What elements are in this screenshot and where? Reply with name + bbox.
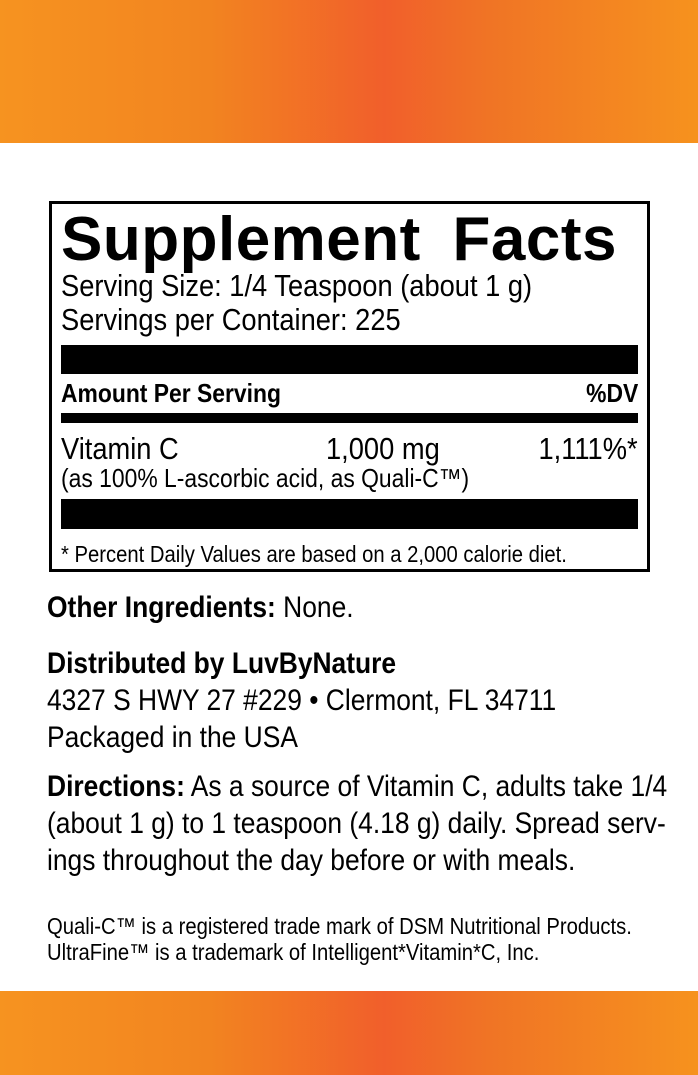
serving-size-line [61, 269, 638, 303]
nutrient-row-vitamin-c [61, 433, 638, 465]
distributor-address-text: 4327 S HWY 27 #229 • Clermont, FL 34711 [47, 684, 557, 717]
amount-per-serving-label: Amount Per Serving [61, 378, 281, 408]
directions-block [47, 768, 698, 879]
other-ingredients-line [47, 592, 395, 624]
daily-value-footnote-text: * Percent Daily Values are based on a 2,000 calorie diet. [61, 541, 567, 567]
servings-per-container-line [61, 303, 638, 337]
directions-line-1-text [47, 768, 667, 805]
directions-line-3 [47, 842, 698, 879]
thick-divider-top [61, 345, 638, 374]
directions-label: Directions: [47, 770, 185, 803]
other-ingredients-text [47, 592, 354, 624]
trademark-line-1 [47, 913, 698, 939]
nutrient-name: Vitamin C [61, 431, 179, 466]
directions-line-1 [47, 768, 698, 805]
nutrient-source-text: (as 100% L-ascorbic acid, as Quali-C™) [61, 463, 470, 493]
amount-per-serving-row [61, 374, 638, 413]
facts-title: Supplement Facts [61, 205, 617, 274]
serving-size-text: Serving Size: 1/4 Teaspoon (about 1 g) [61, 268, 533, 303]
trademark-line-1-text: Quali-C™ is a registered trade mark of DSM Nutritional Products. [47, 913, 632, 939]
thick-divider-bottom [61, 499, 638, 529]
bottom-orange-band [0, 991, 698, 1075]
other-ingredients-label: Other Ingredients: [47, 591, 276, 624]
distributor-address-line [47, 682, 626, 719]
servings-per-container-text: Servings per Container: 225 [61, 302, 401, 337]
directions-line-3-text: ings throughout the day before or with meals. [47, 844, 576, 877]
directions-line-1-rest: As a source of Vitamin C, adults take 1/4 [190, 770, 668, 803]
nutrient-dv: 1,111%* [538, 431, 638, 466]
directions-line-2 [47, 805, 698, 842]
percent-dv-header: %DV [585, 378, 638, 408]
distributor-name-text: Distributed by LuvByNature [47, 647, 397, 680]
directions-line-2-text: (about 1 g) to 1 teaspoon (4.18 g) daily. Spread serv- [47, 807, 666, 840]
trademark-line-2 [47, 939, 698, 965]
supplement-facts-panel [49, 201, 650, 572]
medium-divider [61, 413, 638, 423]
distributor-block [47, 645, 626, 756]
other-ingredients-value: None. [283, 591, 354, 624]
packaged-line [47, 719, 626, 756]
packaged-text: Packaged in the USA [47, 721, 298, 754]
daily-value-footnote [61, 543, 638, 565]
top-orange-band [0, 0, 698, 143]
trademark-line-2-text: UltraFine™ is a trademark of Intelligent*Vitamin*C, Inc. [47, 939, 540, 965]
nutrient-amount: 1,000 mg [326, 431, 440, 466]
trademark-block [47, 913, 698, 965]
distributor-name-line [47, 645, 626, 682]
nutrient-source-detail [61, 465, 638, 491]
